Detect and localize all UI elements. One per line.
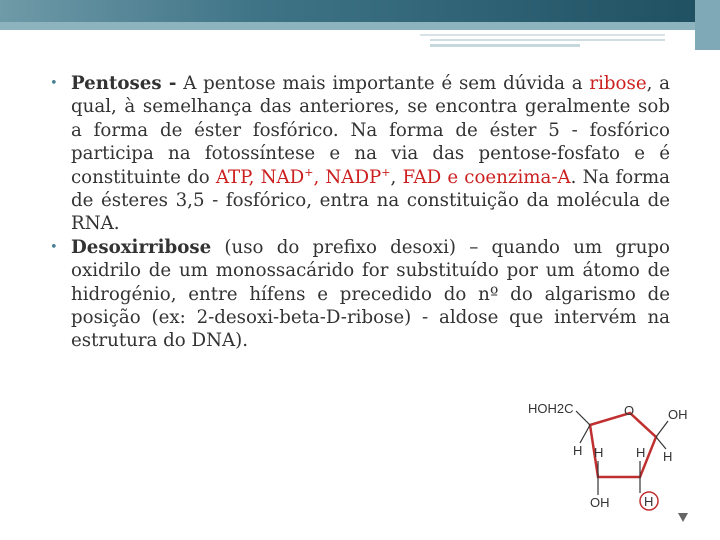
list-item-pentoses (50, 72, 670, 236)
list-item-desoxirribose (50, 236, 670, 353)
highlight-atp-nad-text: ATP, NAD (215, 166, 305, 188)
title-bar-decoration (0, 0, 720, 22)
label-h-right: H (663, 449, 673, 464)
term-pentoses: Pentoses - (71, 73, 177, 94)
text-segment: (uso do prefixo desoxi) – quando um grupo oxidrilo de um monossacárido for substituído por um átomo de hidrogénio, entre hífens e precedido do nº do algarismo de posição (ex: 2-desoxi-beta-D-ribose) - aldose que intervém na estrutura do DNA). (71, 236, 670, 352)
term-desoxirribose: Desoxirribose (71, 236, 212, 258)
header-line-decoration (420, 34, 665, 36)
label-ring-oxygen: O (624, 403, 635, 418)
bond-line (656, 437, 666, 449)
superscript-plus: + (381, 165, 391, 179)
bullet-list (50, 72, 670, 353)
corner-arrow-icon (678, 513, 688, 522)
deoxyribose-structure-diagram (528, 395, 690, 525)
label-h-mid-right: H (636, 445, 646, 460)
label-hoh2c: HOH2C (528, 401, 574, 416)
highlight-fad-coenzyme: FAD e coenzima-A (402, 166, 571, 188)
label-oh-bottom: OH (590, 495, 610, 510)
highlight-atp-nad (216, 167, 391, 188)
header-line-decoration (430, 44, 580, 47)
corner-decoration (695, 0, 720, 50)
title-stripe-decoration (0, 22, 720, 30)
bullet-icon: • (50, 76, 58, 91)
text-segment: A pentose mais importante é sem dúvida a (176, 73, 590, 94)
label-h-mid-left: H (594, 445, 604, 460)
label-h-bottom: H (644, 494, 654, 509)
text-segment: , (390, 166, 403, 188)
label-h-left: H (573, 443, 583, 458)
bond-line (656, 421, 668, 437)
text-segment: . Na forma de ésteres 3,5 - fosfórico, entra na constituição da molécula de RNA. (71, 166, 670, 235)
bond-line (580, 425, 590, 443)
bullet-icon: • (50, 239, 58, 255)
highlight-ribose: ribose (589, 73, 647, 94)
slide-body (50, 72, 670, 353)
bond-line (576, 411, 590, 425)
label-oh-right: OH (668, 407, 688, 422)
superscript-plus: + (304, 165, 314, 179)
text-segment: , a qual, à semelhança das anteriores, se encontra geralmente sob a forma de éster fosfórico. Na forma de éster 5 - fosfórico participa na fotossíntese e na via das pentose-fosfato e é constituinte do (71, 73, 670, 188)
highlight-nadp-text: , NADP (313, 166, 382, 188)
header-line-decoration (430, 39, 665, 41)
